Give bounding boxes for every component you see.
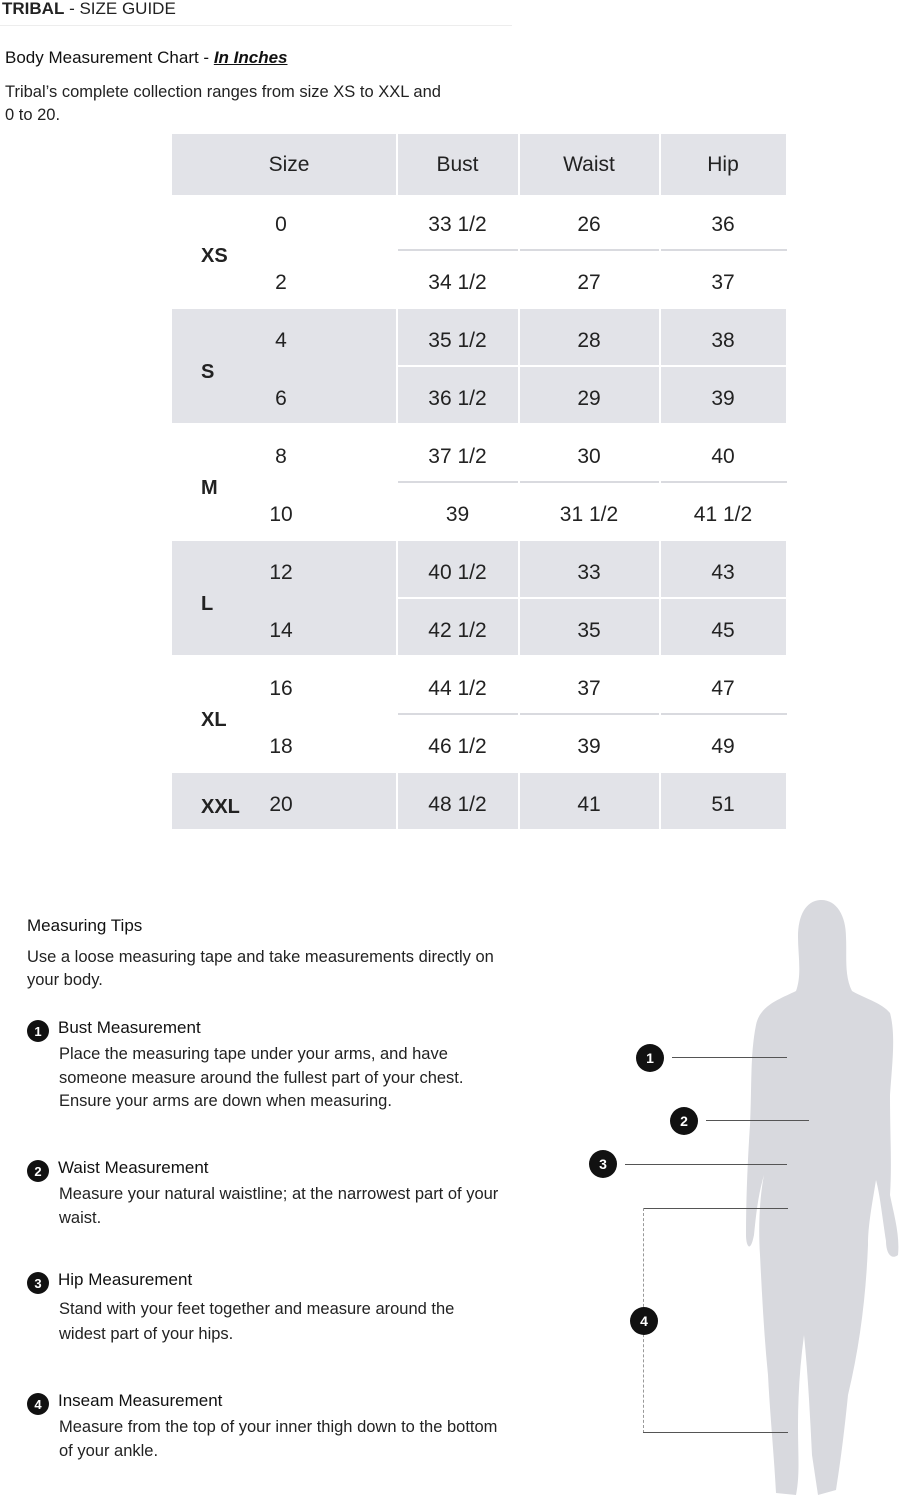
waist-cell: 37 — [577, 677, 601, 700]
waist-guide-line — [706, 1120, 809, 1121]
column-header-bust: Bust — [397, 134, 518, 195]
waist-cell: 30 — [577, 445, 601, 468]
tip-number-1-icon: 1 — [27, 1020, 49, 1042]
size-label-xxl: XXL — [201, 795, 240, 818]
tip-number-2-icon: 2 — [27, 1160, 49, 1182]
numeric-size-cell: 0 — [275, 213, 287, 236]
tip-title: Inseam Measurement — [58, 1391, 223, 1410]
numeric-size-cell: 8 — [275, 445, 287, 468]
hip-cell: 41 1/2 — [693, 503, 753, 526]
hip-cell: 43 — [711, 561, 735, 584]
tip-text: Place the measuring tape under your arms, and have someone measure around the fullest part of your chest. Ensure your arms are down when measuring. — [59, 1045, 464, 1110]
row-divider — [397, 481, 787, 483]
size-label-l: L — [201, 592, 214, 615]
numeric-size-cell: 2 — [275, 271, 287, 294]
numeric-size-cell: 16 — [269, 677, 293, 700]
chart-intro: Tribal’s complete collection ranges from size XS to XXL and 0 to 20. — [5, 83, 441, 124]
size-label-m: M — [201, 476, 218, 499]
size-label-xl: XL — [201, 708, 227, 731]
brand-name: TRIBAL — [2, 0, 65, 18]
numeric-size-cell: 14 — [269, 619, 293, 642]
bust-cell: 34 1/2 — [428, 271, 487, 294]
tip-title: Hip Measurement — [58, 1270, 193, 1289]
hip-cell: 37 — [711, 271, 735, 294]
bust-cell: 37 1/2 — [428, 445, 487, 468]
numeric-size-cell: 20 — [269, 793, 293, 816]
waist-cell: 33 — [577, 561, 601, 584]
column-header-size: Size — [172, 134, 396, 195]
tip-title: Bust Measurement — [58, 1018, 201, 1037]
bust-cell: 35 1/2 — [428, 329, 487, 352]
tip-title: Waist Measurement — [58, 1158, 209, 1177]
tips-intro: Use a loose measuring tape and take measurements directly on your body. — [27, 948, 494, 989]
hip-guide-line — [625, 1164, 787, 1165]
size-label-xs: XS — [201, 244, 228, 267]
bust-cell: 46 1/2 — [428, 735, 487, 758]
numeric-size-cell: 4 — [275, 329, 287, 352]
waist-cell: 41 — [577, 793, 601, 816]
numeric-size-cell: 18 — [269, 735, 293, 758]
waist-cell: 26 — [577, 213, 601, 236]
column-divider — [396, 134, 398, 839]
bust-cell: 48 1/2 — [428, 793, 487, 816]
row-divider — [397, 713, 787, 715]
chart-title-unit: In Inches — [213, 48, 288, 67]
hip-cell: 36 — [711, 213, 735, 236]
waist-cell: 31 1/2 — [559, 503, 619, 526]
waist-cell: 29 — [577, 387, 601, 410]
hip-cell: 45 — [711, 619, 735, 642]
inseam-top-line — [643, 1208, 788, 1209]
numeric-size-cell: 12 — [269, 561, 293, 584]
tip-text: Measure from the top of your inner thigh down to the bottom of your ankle. — [59, 1418, 498, 1460]
tip-number-3-icon: 3 — [27, 1272, 49, 1294]
bust-cell: 44 1/2 — [428, 677, 487, 700]
body-silhouette-icon — [740, 895, 901, 1500]
tip-text: Measure your natural waistline; at the narrowest part of your waist. — [59, 1185, 499, 1227]
waist-cell: 28 — [577, 329, 601, 352]
row-divider — [397, 249, 787, 251]
row-divider — [397, 365, 787, 367]
waist-cell: 35 — [577, 619, 601, 642]
marker-4-icon: 4 — [630, 1307, 658, 1335]
brand-header — [2, 0, 176, 19]
tip-text: Stand with your feet together and measure around the widest part of your hips. — [59, 1300, 455, 1343]
hip-cell: 51 — [711, 793, 735, 816]
size-label-s: S — [201, 360, 215, 383]
numeric-size-cell: 6 — [275, 387, 287, 410]
column-header-hip: Hip — [660, 134, 786, 195]
column-divider — [659, 134, 661, 839]
hip-cell: 49 — [711, 735, 735, 758]
brand-subtitle: - SIZE GUIDE — [69, 0, 176, 18]
bust-cell: 33 1/2 — [428, 213, 487, 236]
chart-title-prefix: Body Measurement Chart - — [5, 48, 214, 67]
marker-2-icon: 2 — [670, 1107, 698, 1135]
column-divider — [518, 134, 520, 839]
column-header-waist: Waist — [519, 134, 659, 195]
hip-cell: 39 — [711, 387, 735, 410]
chart-title — [5, 48, 288, 68]
waist-cell: 39 — [577, 735, 601, 758]
row-divider — [397, 597, 787, 599]
bust-cell: 36 1/2 — [428, 387, 487, 410]
marker-1-icon: 1 — [636, 1044, 664, 1072]
hip-cell: 47 — [711, 677, 735, 700]
bust-cell: 40 1/2 — [428, 561, 487, 584]
waist-cell: 27 — [577, 271, 601, 294]
hip-cell: 40 — [711, 445, 735, 468]
tip-number-4-icon: 4 — [27, 1393, 49, 1415]
bust-guide-line — [672, 1057, 787, 1058]
numeric-size-cell: 10 — [269, 503, 293, 526]
bust-cell: 39 — [445, 503, 470, 526]
tips-title: Measuring Tips — [27, 916, 143, 935]
marker-3-icon: 3 — [589, 1150, 617, 1178]
bust-cell: 42 1/2 — [428, 619, 487, 642]
header-divider — [0, 25, 512, 26]
hip-cell: 38 — [711, 329, 735, 352]
inseam-bottom-line — [643, 1432, 788, 1433]
